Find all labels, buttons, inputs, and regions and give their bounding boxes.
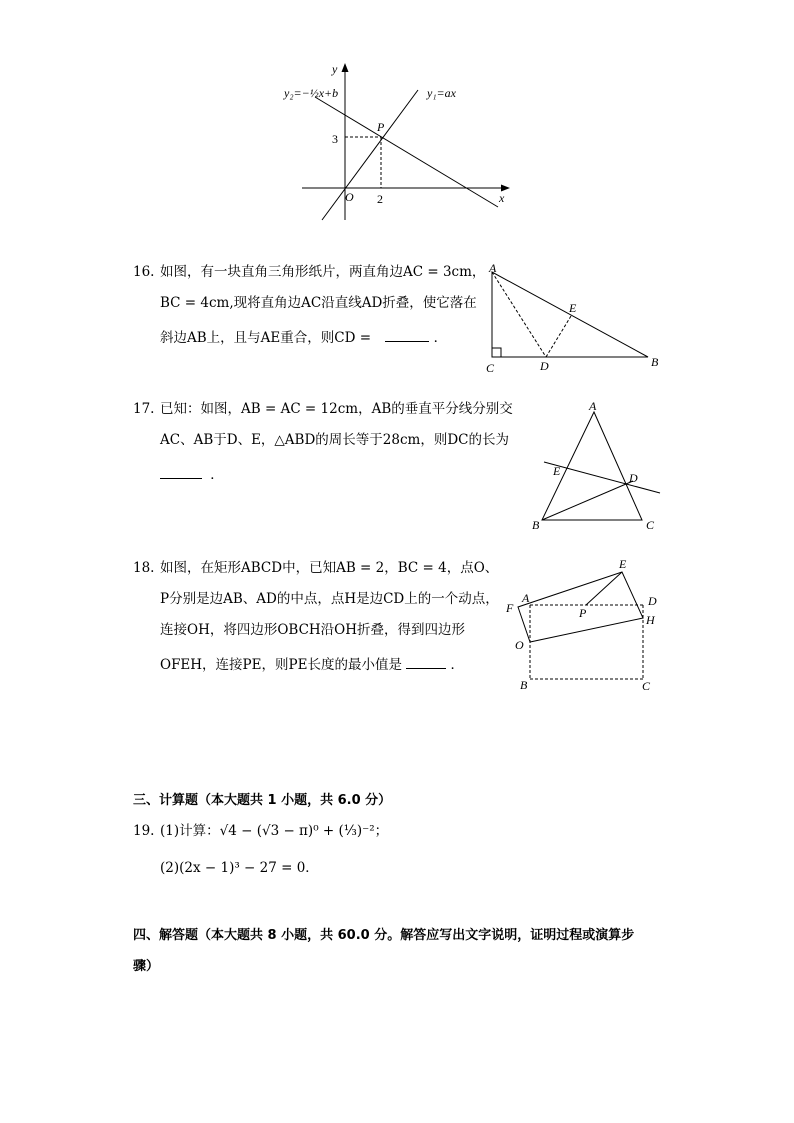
section-4-heading-line-1: 四、解答题（本大题共 8 小题，共 60.0 分。解答应写出文字说明，证明过程或演算步 bbox=[133, 928, 635, 943]
q16-line-3-end: ． bbox=[433, 330, 448, 346]
section-4-heading-line-2: 骤） bbox=[133, 959, 160, 974]
q16-line-3-text: 斜边AB上，且与AE重合，则CD = bbox=[160, 330, 372, 346]
line-y2 bbox=[315, 97, 498, 207]
q16-label-a: A bbox=[489, 262, 497, 275]
q18-label-e: E bbox=[619, 557, 627, 571]
q17-answer-blank[interactable] bbox=[160, 466, 202, 479]
q18-answer-blank[interactable] bbox=[406, 656, 446, 669]
linear-functions-graph bbox=[270, 55, 520, 225]
origin-label: O bbox=[345, 190, 354, 204]
section-3-heading: 三、计算题（本大题共 1 小题，共 6.0 分） bbox=[133, 793, 392, 808]
q18-label-h: H bbox=[646, 613, 655, 627]
q18-line-4-end: ． bbox=[450, 657, 465, 673]
q18-line-1: 如图，在矩形ABCD中，已知AB = 2，BC = 4，点O、 bbox=[160, 560, 499, 576]
q18-label-a: A bbox=[522, 591, 530, 605]
q19-part-1: (1)计算：√4 − (√3 − π)⁰ + (⅓)⁻²； bbox=[160, 823, 389, 839]
q17-line-3 bbox=[160, 466, 224, 483]
q16-label-c: C bbox=[486, 361, 495, 374]
q17-line-3-end: ． bbox=[210, 467, 224, 483]
q17-label-c: C bbox=[646, 518, 655, 532]
q17-triangle-figure bbox=[530, 398, 665, 533]
q17-label-b: B bbox=[532, 518, 540, 532]
q17-label-a: A bbox=[589, 399, 597, 413]
q18-rectangle-figure bbox=[505, 556, 665, 696]
x-axis-label: x bbox=[499, 191, 505, 205]
q17-label-d: D bbox=[629, 471, 638, 485]
q18-line-3: 连接OH，将四边形OBCH沿OH折叠，得到四边形 bbox=[160, 622, 466, 638]
y1-equation-label: y₁=ax bbox=[427, 86, 456, 100]
q17-number: 17. bbox=[133, 401, 155, 417]
q19-part-2: (2)(2x − 1)³ − 27 = 0． bbox=[160, 860, 319, 876]
q16-label-d: D bbox=[540, 359, 549, 373]
q16-label-e: E bbox=[569, 301, 577, 315]
q17-line-1: 已知：如图，AB = AC = 12cm，AB的垂直平分线分别交 bbox=[160, 401, 513, 417]
tick-label-3: 3 bbox=[332, 132, 338, 146]
q16-answer-blank[interactable] bbox=[385, 329, 429, 342]
q16-number: 16. bbox=[133, 264, 155, 280]
q16-label-b: B bbox=[651, 355, 659, 369]
y-axis-label: y bbox=[332, 62, 338, 76]
q18-line-4-text: OFEH，连接PE，则PE长度的最小值是 bbox=[160, 657, 402, 673]
q18-label-d: D bbox=[648, 594, 657, 608]
point-p-label: P bbox=[377, 120, 385, 134]
q18-label-c: C bbox=[642, 679, 651, 693]
q17-line-2: AC、AB于D、E，△ABD的周长等于28cm，则DC的长为 bbox=[160, 432, 509, 448]
q18-label-f: F bbox=[506, 601, 514, 615]
q16-line-2: BC = 4cm,现将直角边AC沿直线AD折叠，使它落在 bbox=[160, 295, 477, 311]
tick-label-2: 2 bbox=[377, 192, 383, 206]
q18-line-2: P分别是边AB、AD的中点，点H是边CD上的一个动点， bbox=[160, 591, 499, 607]
q18-label-b: B bbox=[520, 678, 528, 692]
q16-line-1: 如图，有一块直角三角形纸片，两直角边AC = 3cm， bbox=[160, 264, 486, 280]
q18-line-4 bbox=[160, 656, 464, 673]
q18-number: 18. bbox=[133, 560, 155, 576]
q16-line-3 bbox=[160, 329, 447, 346]
q19-number: 19. bbox=[133, 823, 155, 839]
q16-triangle-figure bbox=[480, 262, 665, 374]
y2-equation-label: y₂=−½x+b bbox=[284, 86, 339, 100]
q18-label-p: P bbox=[579, 606, 587, 620]
q17-label-e: E bbox=[553, 464, 561, 478]
q18-label-o: O bbox=[515, 638, 524, 652]
